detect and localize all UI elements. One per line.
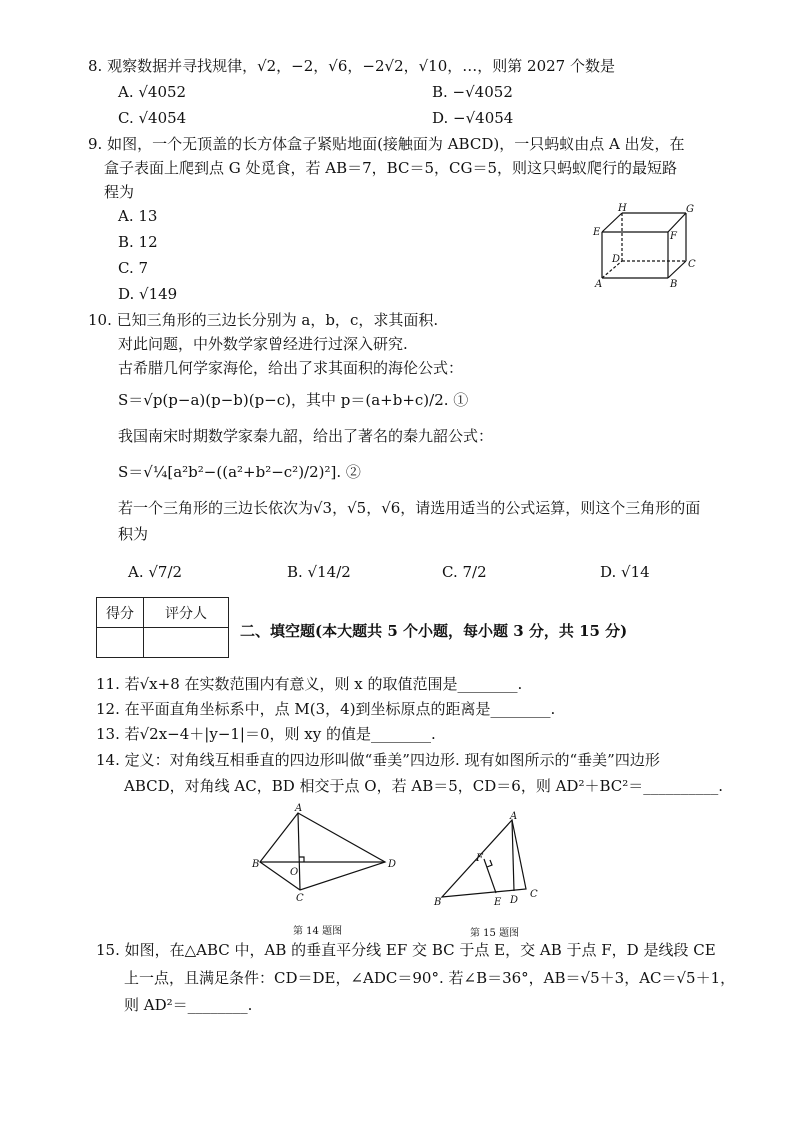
q9-option-d: D. √149	[118, 285, 178, 303]
grader-label: 评分人	[144, 598, 229, 628]
fig15-label-e: E	[494, 897, 502, 908]
q10-line5: 若一个三角形的三边长依次为√3，√5，√6，请选用适当的公式运算，则这个三角形的面	[118, 499, 701, 517]
q8-option-d: D. −√4054	[432, 109, 514, 127]
fig15-label-b: B	[434, 897, 442, 908]
q10-heron-formula: S＝√p(p−a)(p−b)(p−c)，其中 p＝(a+b+c)/2. ①	[118, 391, 469, 409]
score-cell	[97, 628, 144, 658]
grader-cell	[144, 628, 229, 658]
fig15-label-f: F	[476, 853, 483, 864]
label-c: C	[688, 259, 696, 270]
fig15-triangle	[432, 811, 552, 910]
fig14-label-b: B	[252, 859, 260, 870]
q9-stem-line1: 9. 如图，一个无顶盖的长方体盒子紧贴地面(接触面为 ABCD)，一只蚂蚁由点 A 出发，在	[88, 135, 685, 153]
q11: 11. 若√x+8 在实数范围内有意义，则 x 的取值范围是________.	[96, 675, 523, 693]
score-table	[96, 597, 229, 658]
q15-line3: 则 AD²＝________.	[124, 996, 253, 1014]
fig14-label-o: O	[290, 867, 299, 878]
q9-box-figure	[590, 205, 700, 290]
fig14-label-a: A	[295, 803, 303, 814]
fig14-caption: 第 14 题图	[293, 926, 343, 937]
q13: 13. 若√2x−4＋|y−1|＝0，则 xy 的值是________.	[96, 725, 436, 743]
label-h: H	[618, 203, 627, 214]
q8-option-b: B. −√4052	[432, 83, 513, 101]
q9-option-c: C. 7	[118, 259, 149, 277]
q10-line1: 10. 已知三角形的三边长分别为 a，b，c，求其面积.	[88, 311, 439, 329]
q10-option-b: B. √14/2	[287, 563, 351, 581]
q9-option-a: A. 13	[118, 207, 158, 225]
q10-line2: 对此问题，中外数学家曾经进行过深入研究.	[118, 335, 408, 353]
q15-line2: 上一点，且满足条件：CD＝DE，∠ADC＝90°. 若∠B＝36°，AB＝√5＋3，AC＝√5＋1，	[124, 969, 736, 987]
label-a: A	[595, 279, 603, 290]
q9-option-b: B. 12	[118, 233, 158, 251]
q8-stem: 8. 观察数据并寻找规律，√2，−2，√6，−2√2，√10，…，则第 2027 个数是	[88, 57, 615, 75]
score-label: 得分	[97, 598, 144, 628]
fig15-label-d: D	[510, 895, 519, 906]
q9-stem-line2: 盒子表面上爬到点 G 处觅食，若 AB＝7，BC＝5，CG＝5，则这只蚂蚁爬行的最短路	[104, 159, 678, 177]
q9-stem-line3: 程为	[104, 183, 135, 201]
fig15-label-c: C	[530, 889, 538, 900]
q10-option-d: D. √14	[600, 563, 650, 581]
label-d: D	[612, 254, 621, 265]
q12: 12. 在平面直角坐标系中，点 M(3，4)到坐标原点的距离是________.	[96, 700, 556, 718]
label-e: E	[593, 227, 601, 238]
fig14-label-d: D	[388, 859, 397, 870]
q14-line2: ABCD，对角线 AC，BD 相交于点 O，若 AB＝5，CD＝6，则 AD²＋BC²＝__________.	[124, 777, 724, 795]
label-g: G	[686, 204, 694, 215]
fig15-caption: 第 15 题图	[470, 928, 520, 939]
q10-option-c: C. 7/2	[442, 563, 487, 581]
q10-qin-formula: S＝√¼[a²b²−((a²+b²−c²)/2)²]. ②	[118, 463, 361, 481]
section-2-title: 二、填空题(本大题共 5 个小题，每小题 3 分，共 15 分)	[240, 622, 628, 640]
q10-line3: 古希腊几何学家海伦，给出了求其面积的海伦公式：	[118, 359, 464, 377]
fig14-kite	[250, 803, 400, 904]
fig15-label-a: A	[510, 811, 518, 822]
label-f: F	[670, 231, 677, 242]
q10-line4: 我国南宋时期数学家秦九韶，给出了著名的秦九韶公式：	[118, 427, 494, 445]
q10-option-a: A. √7/2	[128, 563, 183, 581]
label-b: B	[670, 279, 678, 290]
q15-line1: 15. 如图，在△ABC 中，AB 的垂直平分线 EF 交 BC 于点 E，交 AB 于点 F，D 是线段 CE	[96, 941, 716, 959]
q14-line1: 14. 定义：对角线互相垂直的四边形叫做“垂美”四边形. 现有如图所示的“垂美”四边形	[96, 751, 660, 769]
q8-option-c: C. √4054	[118, 109, 187, 127]
q8-option-a: A. √4052	[118, 83, 187, 101]
fig14-label-c: C	[296, 893, 304, 904]
q10-line6: 积为	[118, 525, 149, 543]
